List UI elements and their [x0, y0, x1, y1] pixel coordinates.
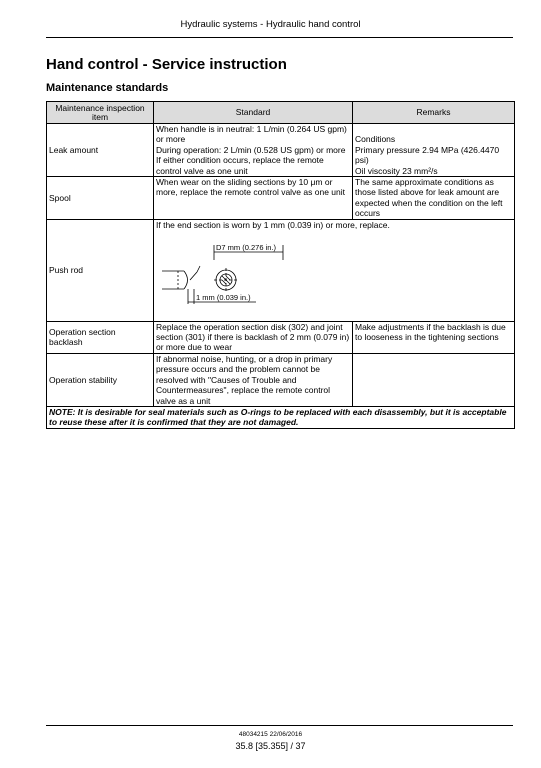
table-row: [47, 321, 515, 353]
push-rod-diagram: [158, 232, 308, 312]
table-header-row: [47, 102, 515, 124]
row-standard: When wear on the sliding sections by 10 μm or more, replace the remote control valve as one unit: [154, 177, 353, 220]
row-standard: If abnormal noise, hunting, or a drop in primary pressure occurs and the problem cannot be resolved with "Causes of Trouble and Countermeasures", replace the remote control valve as a unit: [154, 353, 353, 406]
row-item: Operation section backlash: [47, 321, 154, 353]
standard-line: When handle is in neutral: 1 L/min (0.264 US gpm) or more: [156, 124, 347, 145]
table-note: NOTE: It is desirable for seal materials such as O-rings to be replaced with each disassembly, but it is acceptable to reuse these after it is confirmed that they are not damaged.: [47, 406, 515, 428]
standard-line: If the end section is worn by 1 mm (0.039 in) or more, replace.: [156, 219, 390, 230]
page-title: Hand control - Service instruction: [46, 56, 287, 73]
row-remarks: The same approximate conditions as those listed above for leak amount are expected when the condition on the left occurs: [353, 177, 515, 220]
row-item: Leak amount: [47, 124, 154, 177]
row-standard: Replace the operation section disk (302) and joint section (301) if there is backlash of 2 mm (0.079 in) or more due to wear: [154, 321, 353, 353]
standard-line: During operation: 2 L/min (0.528 US gpm) or more: [156, 144, 346, 155]
footer-page-number: 35.8 [35.355] / 37: [235, 741, 306, 751]
footer-rule: [46, 725, 513, 726]
standard-line: If either condition occurs, replace the remote control valve as one unit: [156, 155, 324, 176]
table-row: [47, 219, 515, 321]
remarks-line: [355, 124, 512, 134]
row-item: Push rod: [47, 219, 154, 321]
row-standard: [154, 219, 515, 321]
section-subtitle: Maintenance standards: [46, 82, 169, 94]
remarks-line: Primary pressure 2.94 MPa (426.4470 psi): [355, 144, 500, 166]
col-header-item: Maintenance inspection item: [47, 102, 154, 124]
wear-label: 1 mm (0.039 in.): [196, 293, 251, 303]
table-row: [47, 124, 515, 177]
running-header: Hydraulic systems - Hydraulic hand control: [180, 19, 361, 30]
col-header-standard: Standard: [154, 102, 353, 124]
row-remarks: [353, 124, 515, 177]
header-rule: [46, 37, 513, 38]
table-row: [47, 177, 515, 220]
row-remarks: [353, 353, 515, 406]
remarks-line: Conditions: [355, 134, 396, 145]
row-remarks: Make adjustments if the backlash is due to looseness in the tightening sections: [353, 321, 515, 353]
maintenance-standards-table: [46, 101, 515, 429]
footer-doc-code: 48034215 22/06/2016: [238, 731, 303, 738]
diameter-label: D7 mm (0.276 in.): [216, 243, 277, 253]
note-row: [47, 406, 515, 428]
col-header-remarks: Remarks: [353, 102, 515, 124]
row-standard: [154, 124, 353, 177]
row-item: Spool: [47, 177, 154, 220]
table-row: [47, 353, 515, 406]
remarks-line: Oil viscosity 23 mm²/s: [355, 165, 438, 176]
row-item: Operation stability: [47, 353, 154, 406]
